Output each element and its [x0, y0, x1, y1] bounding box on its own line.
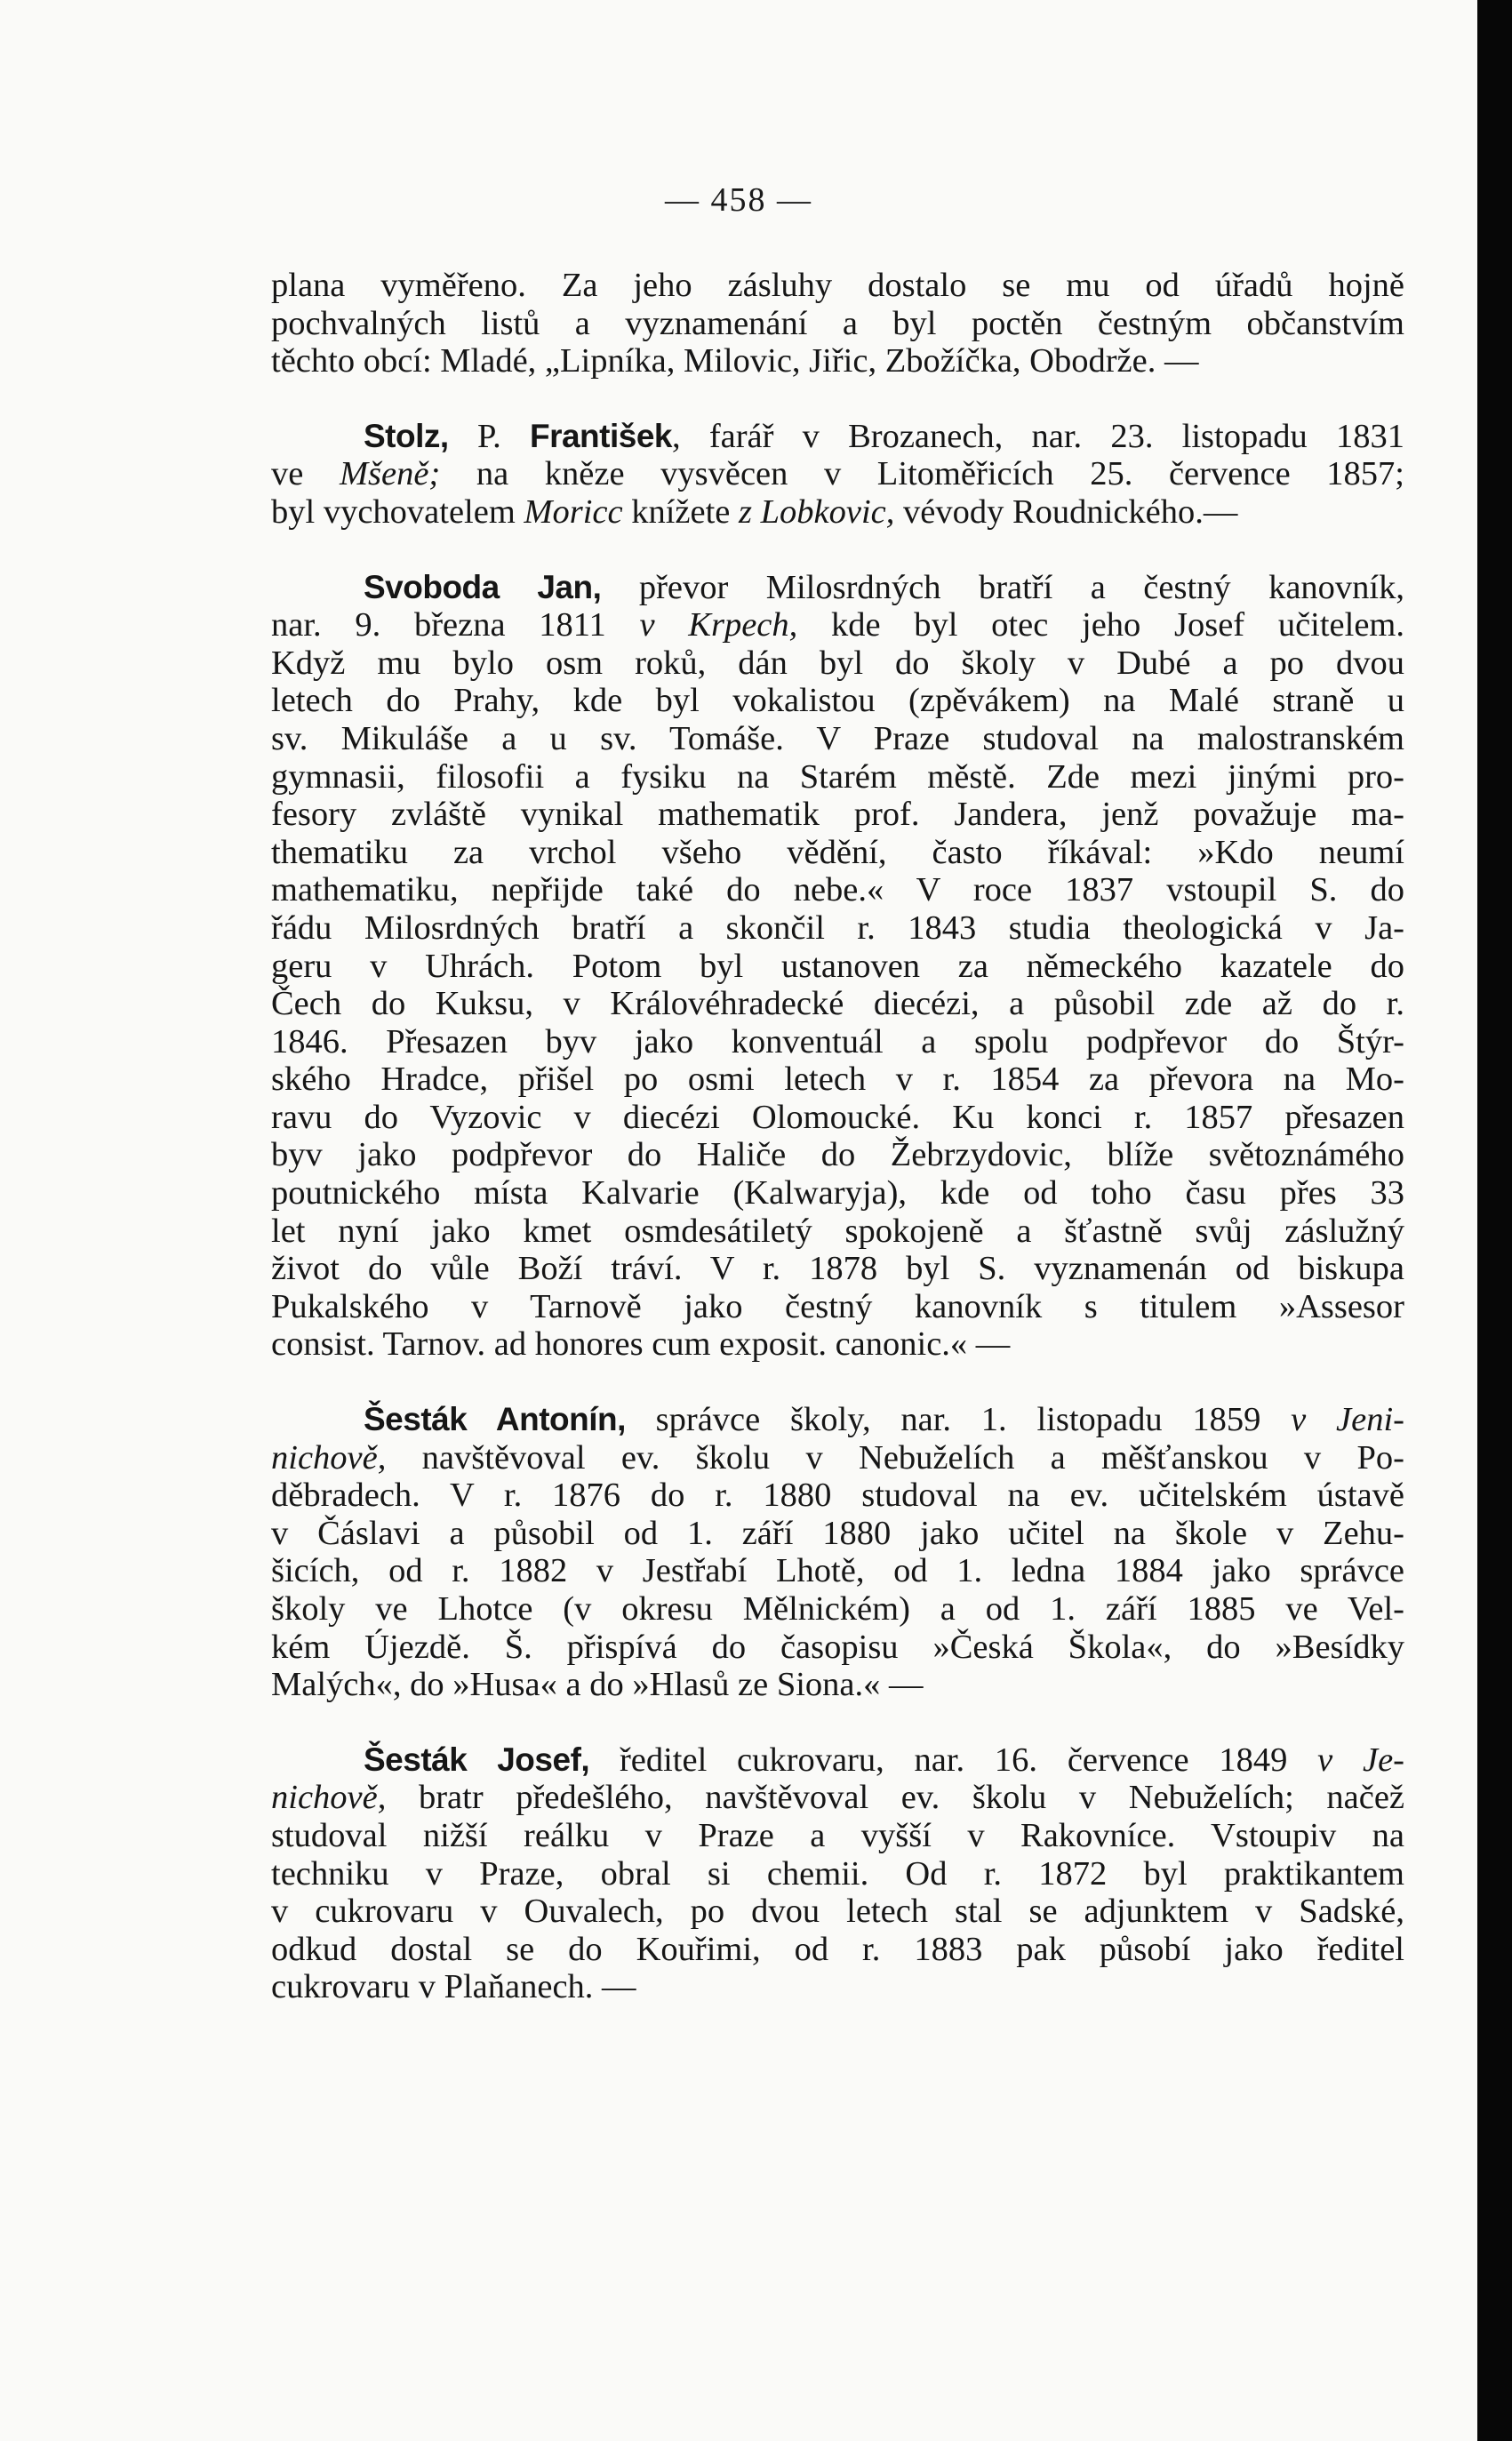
- text-line: cukrovaru v Plaňanech. —: [271, 1968, 636, 2006]
- text-line: thematiku za vrchol všeho vědění, často říkával: »Kdo neumí: [271, 833, 1404, 871]
- text-line: Když mu bylo osm roků, dán byl do školy v Dubé a po dvou: [271, 644, 1404, 682]
- text-line: byv jako podpřevor do Haliče do Žebrzydovic, blíže světoznámého: [271, 1136, 1404, 1174]
- entry-text: navštěvoval ev. školu v Nebuželích a měšťanskou v Po-: [386, 1438, 1404, 1477]
- text-line: 1846. Přesazen byv jako konventuál a spolu podpřevor do Štýr-: [271, 1022, 1404, 1060]
- text-line: letech do Prahy, kde byl vokalistou (zpěvákem) na Malé straně u: [271, 682, 1404, 720]
- entry-sestak-antonin: [271, 1401, 1404, 1704]
- text-line: těchto obcí: Mladé, „Lipníka, Milovic, Jiřic, Zbožíčka, Obodrže. —: [271, 342, 1199, 380]
- page-number: — 458 —: [665, 181, 812, 219]
- text-line: odkud dostal se do Kouřimi, od r. 1883 pak působí jako ředitel: [271, 1930, 1404, 1968]
- paragraph-plana: [271, 267, 1404, 380]
- place-name: nichově,: [271, 1779, 387, 1817]
- text-line: gymnasii, filosofii a fysiku na Starém městě. Zde mezi jinými pro-: [271, 757, 1404, 796]
- text-line: školy ve Lhotce (v okresu Mělnickém) a od 1. září 1885 ve Vel-: [271, 1590, 1404, 1628]
- text-line: [271, 455, 1404, 493]
- text-line: ravu do Vyzovic v diecézi Olomoucké. Ku konci r. 1857 přesazen: [271, 1098, 1404, 1136]
- text-line: řádu Milosrdných bratří a skončil r. 1843 studia theologická v Ja-: [271, 908, 1404, 947]
- text-line: děbradech. V r. 1876 do r. 1880 studoval na ev. učitelském ústavě: [271, 1477, 1404, 1515]
- text-line: ského Hradce, přišel po osmi letech v r. 1854 za převora na Mo-: [271, 1060, 1404, 1099]
- text-line: fesory zvláště vynikal mathematik prof. Jandera, jenž považuje ma-: [271, 796, 1404, 834]
- place-name: v Jeni-: [1291, 1401, 1404, 1439]
- text-line: let nyní jako kmet osmdesátiletý spokojeně a šťastně svůj záslužný: [271, 1212, 1404, 1250]
- entry-stolz: [271, 418, 1404, 532]
- place-name: z Lobkovic,: [739, 492, 895, 531]
- entry-text: ve: [271, 455, 340, 493]
- text-line: studoval nižší reálku v Praze a vyšší v Rakovníce. Vstoupiv na: [271, 1816, 1404, 1854]
- page-text: [271, 267, 1404, 2006]
- text-line: techniku v Praze, obral si chemii. Od r. 1872 byl praktikantem: [271, 1854, 1404, 1893]
- place-name: v Krpech,: [639, 606, 798, 644]
- text-line: sv. Mikuláše a u sv. Tomáše. V Praze studoval na malostranském: [271, 719, 1404, 757]
- text-line: v Čáslavi a působil od 1. září 1880 jako učitel na škole v Zehu-: [271, 1514, 1404, 1552]
- text-line: Malých«, do »Husa« a do »Hlasů ze Siona.« —: [271, 1666, 924, 1704]
- text-line: [271, 569, 1404, 607]
- text-line: [271, 1779, 1404, 1817]
- text-line: kém Újezdě. Š. přispívá do časopisu »Česká Škola«, do »Besídky: [271, 1628, 1404, 1666]
- entry-text: , farář v Brozanech, nar. 23. listopadu 1831: [672, 417, 1404, 455]
- text-line: [271, 493, 1404, 532]
- text-line: šicích, od r. 1882 v Jestřabí Lhotě, od 1. ledna 1884 jako správce: [271, 1552, 1404, 1590]
- entry-name: Stolz,: [364, 417, 478, 454]
- entry-name: Šesták Antonín,: [364, 1401, 626, 1438]
- place-name: Moricc: [524, 492, 623, 531]
- entry-sestak-josef: [271, 1741, 1404, 2006]
- entry-name: Šesták Josef,: [364, 1741, 590, 1778]
- entry-name: František: [529, 417, 672, 454]
- text-line: Čech do Kuksu, v Královéhradecké diecézi, a působil zde až do r.: [271, 985, 1404, 1023]
- text-line: plana vyměřeno. Za jeho zásluhy dostalo se mu od úřadů hojně: [271, 267, 1404, 304]
- entry-text: nar. 9. března 1811: [271, 606, 640, 644]
- entry-name: Svoboda Jan,: [364, 568, 602, 605]
- text-line: v cukrovaru v Ouvalech, po dvou letech stal se adjunktem v Sadské,: [271, 1893, 1404, 1931]
- text-line: consist. Tarnov. ad honores cum exposit. canonic.« —: [271, 1325, 1011, 1364]
- entry-text: bratr předešlého, navštěvoval ev. školu v Nebuželích; načež: [386, 1779, 1404, 1817]
- entry-text: byl vychovatelem: [271, 492, 524, 531]
- entry-text: knížete: [622, 492, 739, 531]
- place-name: Mšeně;: [339, 455, 441, 493]
- text-line: Pukalského v Tarnově jako čestný kanovník s titulem »Assesor: [271, 1287, 1404, 1325]
- text-line: [271, 1401, 1404, 1439]
- entry-svoboda: [271, 569, 1404, 1364]
- text-line: [271, 606, 1404, 644]
- entry-text: správce školy, nar. 1. listopadu 1859: [625, 1401, 1292, 1439]
- text-line: [271, 1741, 1404, 1780]
- text-line: život do vůle Boží tráví. V r. 1878 byl S. vyznamenán od biskupa: [271, 1250, 1404, 1288]
- place-name: v Je-: [1317, 1741, 1404, 1779]
- text-line: pochvalných listů a vyznamenání a byl poctěn čestným občanstvím: [271, 304, 1404, 342]
- entry-text: vévody Roudnického.—: [894, 492, 1238, 531]
- text-line: geru v Uhrách. Potom byl ustanoven za německého kazatele do: [271, 947, 1404, 985]
- entry-text: převor Milosrdných bratří a čestný kanovník,: [601, 568, 1404, 606]
- text-line: [271, 1439, 1404, 1477]
- text-line: [271, 418, 1404, 456]
- text-line: poutnického místa Kalvarie (Kalwaryja), kde od toho času přes 33: [271, 1174, 1404, 1212]
- entry-text: na kněze vysvěcen v Litoměřicích 25. července 1857;: [440, 455, 1404, 493]
- entry-text: ředitel cukrovaru, nar. 16. července 1849: [589, 1741, 1318, 1779]
- entry-text: P.: [477, 417, 530, 455]
- place-name: nichově,: [271, 1438, 387, 1477]
- entry-text: kde byl otec jeho Josef učitelem.: [797, 606, 1404, 644]
- scan-edge: [1477, 0, 1512, 2441]
- text-line: mathematiku, nepřijde také do nebe.« V roce 1837 vstoupil S. do: [271, 871, 1404, 909]
